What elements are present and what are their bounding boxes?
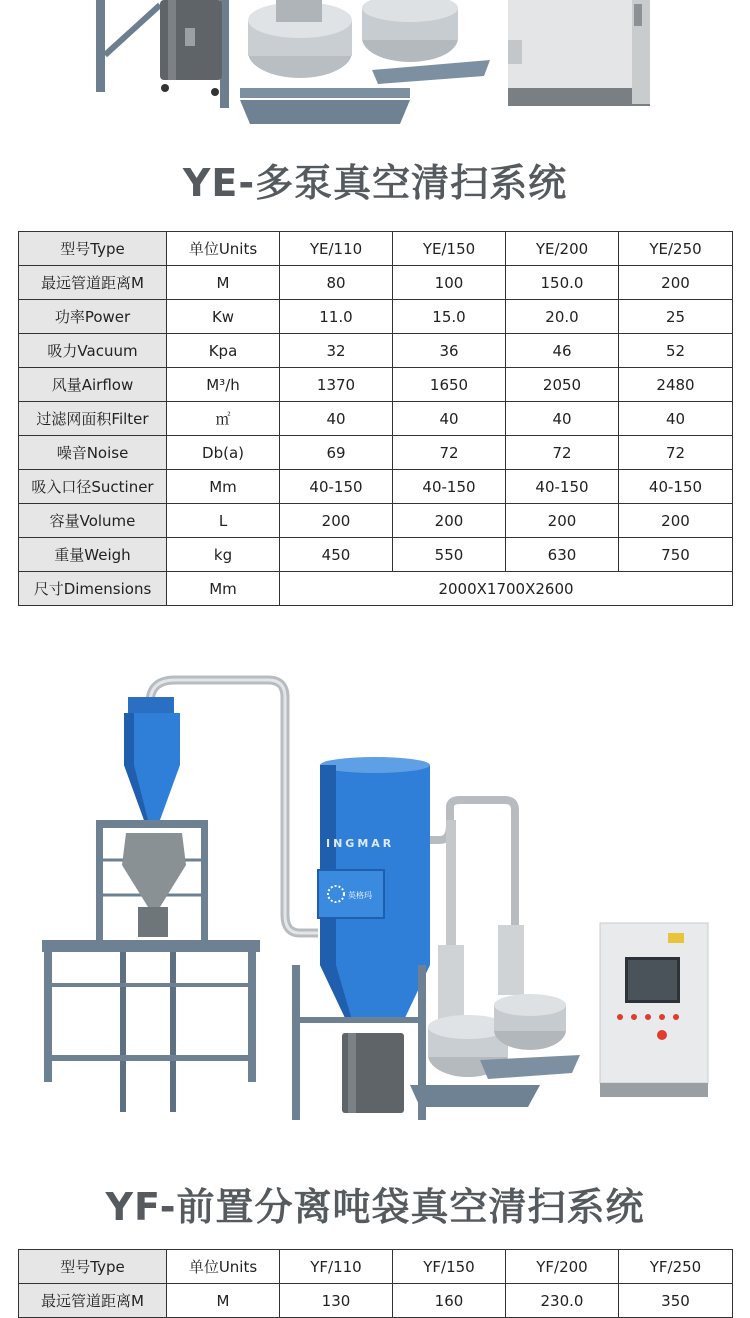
table-cell: 52 <box>619 334 733 368</box>
table-cell: 40-150 <box>393 470 506 504</box>
table-header-row <box>19 1250 733 1284</box>
table-cell: YE/110 <box>280 232 393 266</box>
table-row <box>19 368 733 402</box>
vacuum-system-image <box>0 655 750 1160</box>
table-cell: 200 <box>619 266 733 300</box>
table-row <box>19 504 733 538</box>
table-cell: kg <box>167 538 280 572</box>
vacuum-system-top-image <box>0 0 750 140</box>
table-cell: 风量Airflow <box>19 368 167 402</box>
table-cell: 40-150 <box>280 470 393 504</box>
table-cell: 72 <box>619 436 733 470</box>
table-cell: 噪音Noise <box>19 436 167 470</box>
table-cell: 40 <box>280 402 393 436</box>
table-cell: 最远管道距离M <box>19 1284 167 1318</box>
table-cell: 最远管道距离M <box>19 266 167 300</box>
table-cell: 功率Power <box>19 300 167 334</box>
table-cell: YE/250 <box>619 232 733 266</box>
table-cell: 350 <box>619 1284 733 1318</box>
table-cell: Db(a) <box>167 436 280 470</box>
table-cell: 46 <box>506 334 619 368</box>
table-cell: 2050 <box>506 368 619 402</box>
table-row <box>19 538 733 572</box>
table-row <box>19 402 733 436</box>
table-cell: 1370 <box>280 368 393 402</box>
table-row <box>19 470 733 504</box>
table-cell: 吸力Vacuum <box>19 334 167 368</box>
table-cell: YE/200 <box>506 232 619 266</box>
table-cell: 40-150 <box>619 470 733 504</box>
table-cell: 130 <box>280 1284 393 1318</box>
table-cell: 重量Weigh <box>19 538 167 572</box>
table-cell: 单位Units <box>167 232 280 266</box>
table-cell: 2000X1700X2600 <box>280 572 733 606</box>
table-cell: M <box>167 266 280 300</box>
table-cell: Mm <box>167 572 280 606</box>
table-cell: YF/150 <box>393 1250 506 1284</box>
table-cell: 200 <box>280 504 393 538</box>
table-cell: 11.0 <box>280 300 393 334</box>
table-row <box>19 572 733 606</box>
table-cell: 过滤网面积Filter <box>19 402 167 436</box>
table-cell: YF/250 <box>619 1250 733 1284</box>
table-cell: ㎡ <box>167 402 280 436</box>
table-row <box>19 436 733 470</box>
table-row <box>19 334 733 368</box>
table-cell: 25 <box>619 300 733 334</box>
table-cell: 200 <box>393 504 506 538</box>
table-row <box>19 266 733 300</box>
table-cell: M <box>167 1284 280 1318</box>
brand-label: INGMAR <box>326 837 395 850</box>
table-cell: 630 <box>506 538 619 572</box>
table-row <box>19 300 733 334</box>
table-cell: Kw <box>167 300 280 334</box>
table-cell: 40 <box>393 402 506 436</box>
table-cell: L <box>167 504 280 538</box>
table-cell: 750 <box>619 538 733 572</box>
section1-title: YE-多泵真空清扫系统 <box>182 161 568 205</box>
table-cell: 型号Type <box>19 1250 167 1284</box>
table-cell: 1650 <box>393 368 506 402</box>
table-cell: Mm <box>167 470 280 504</box>
table-cell: M³/h <box>167 368 280 402</box>
table-cell: YF/200 <box>506 1250 619 1284</box>
table-cell: 容量Volume <box>19 504 167 538</box>
table-cell: 150.0 <box>506 266 619 300</box>
yf-spec-table <box>18 1249 733 1318</box>
table-cell: 69 <box>280 436 393 470</box>
logo-text: 英格玛 <box>348 891 372 900</box>
table-cell: YE/150 <box>393 232 506 266</box>
table-cell: 15.0 <box>393 300 506 334</box>
table-cell: 550 <box>393 538 506 572</box>
table-cell: 单位Units <box>167 1250 280 1284</box>
table-cell: 230.0 <box>506 1284 619 1318</box>
table-cell: Kpa <box>167 334 280 368</box>
table-cell: 100 <box>393 266 506 300</box>
table-cell: 40 <box>619 402 733 436</box>
table-cell: 40-150 <box>506 470 619 504</box>
table-cell: 型号Type <box>19 232 167 266</box>
table-cell: 尺寸Dimensions <box>19 572 167 606</box>
table-cell: 72 <box>506 436 619 470</box>
table-cell: 36 <box>393 334 506 368</box>
ye-spec-table <box>18 231 733 606</box>
table-header-row <box>19 232 733 266</box>
table-cell: 80 <box>280 266 393 300</box>
table-cell: 200 <box>506 504 619 538</box>
section2-title: YF-前置分离吨袋真空清扫系统 <box>105 1185 645 1229</box>
table-row <box>19 1284 733 1318</box>
table-cell: 20.0 <box>506 300 619 334</box>
table-cell: 2480 <box>619 368 733 402</box>
table-cell: 200 <box>619 504 733 538</box>
yf-system-illustration <box>0 655 750 1160</box>
table-cell: 吸入口径Suctiner <box>19 470 167 504</box>
table-cell: 40 <box>506 402 619 436</box>
table-cell: 450 <box>280 538 393 572</box>
table-cell: YF/110 <box>280 1250 393 1284</box>
table-cell: 72 <box>393 436 506 470</box>
top-machine-illustration <box>0 0 750 140</box>
table-cell: 160 <box>393 1284 506 1318</box>
table-cell: 32 <box>280 334 393 368</box>
